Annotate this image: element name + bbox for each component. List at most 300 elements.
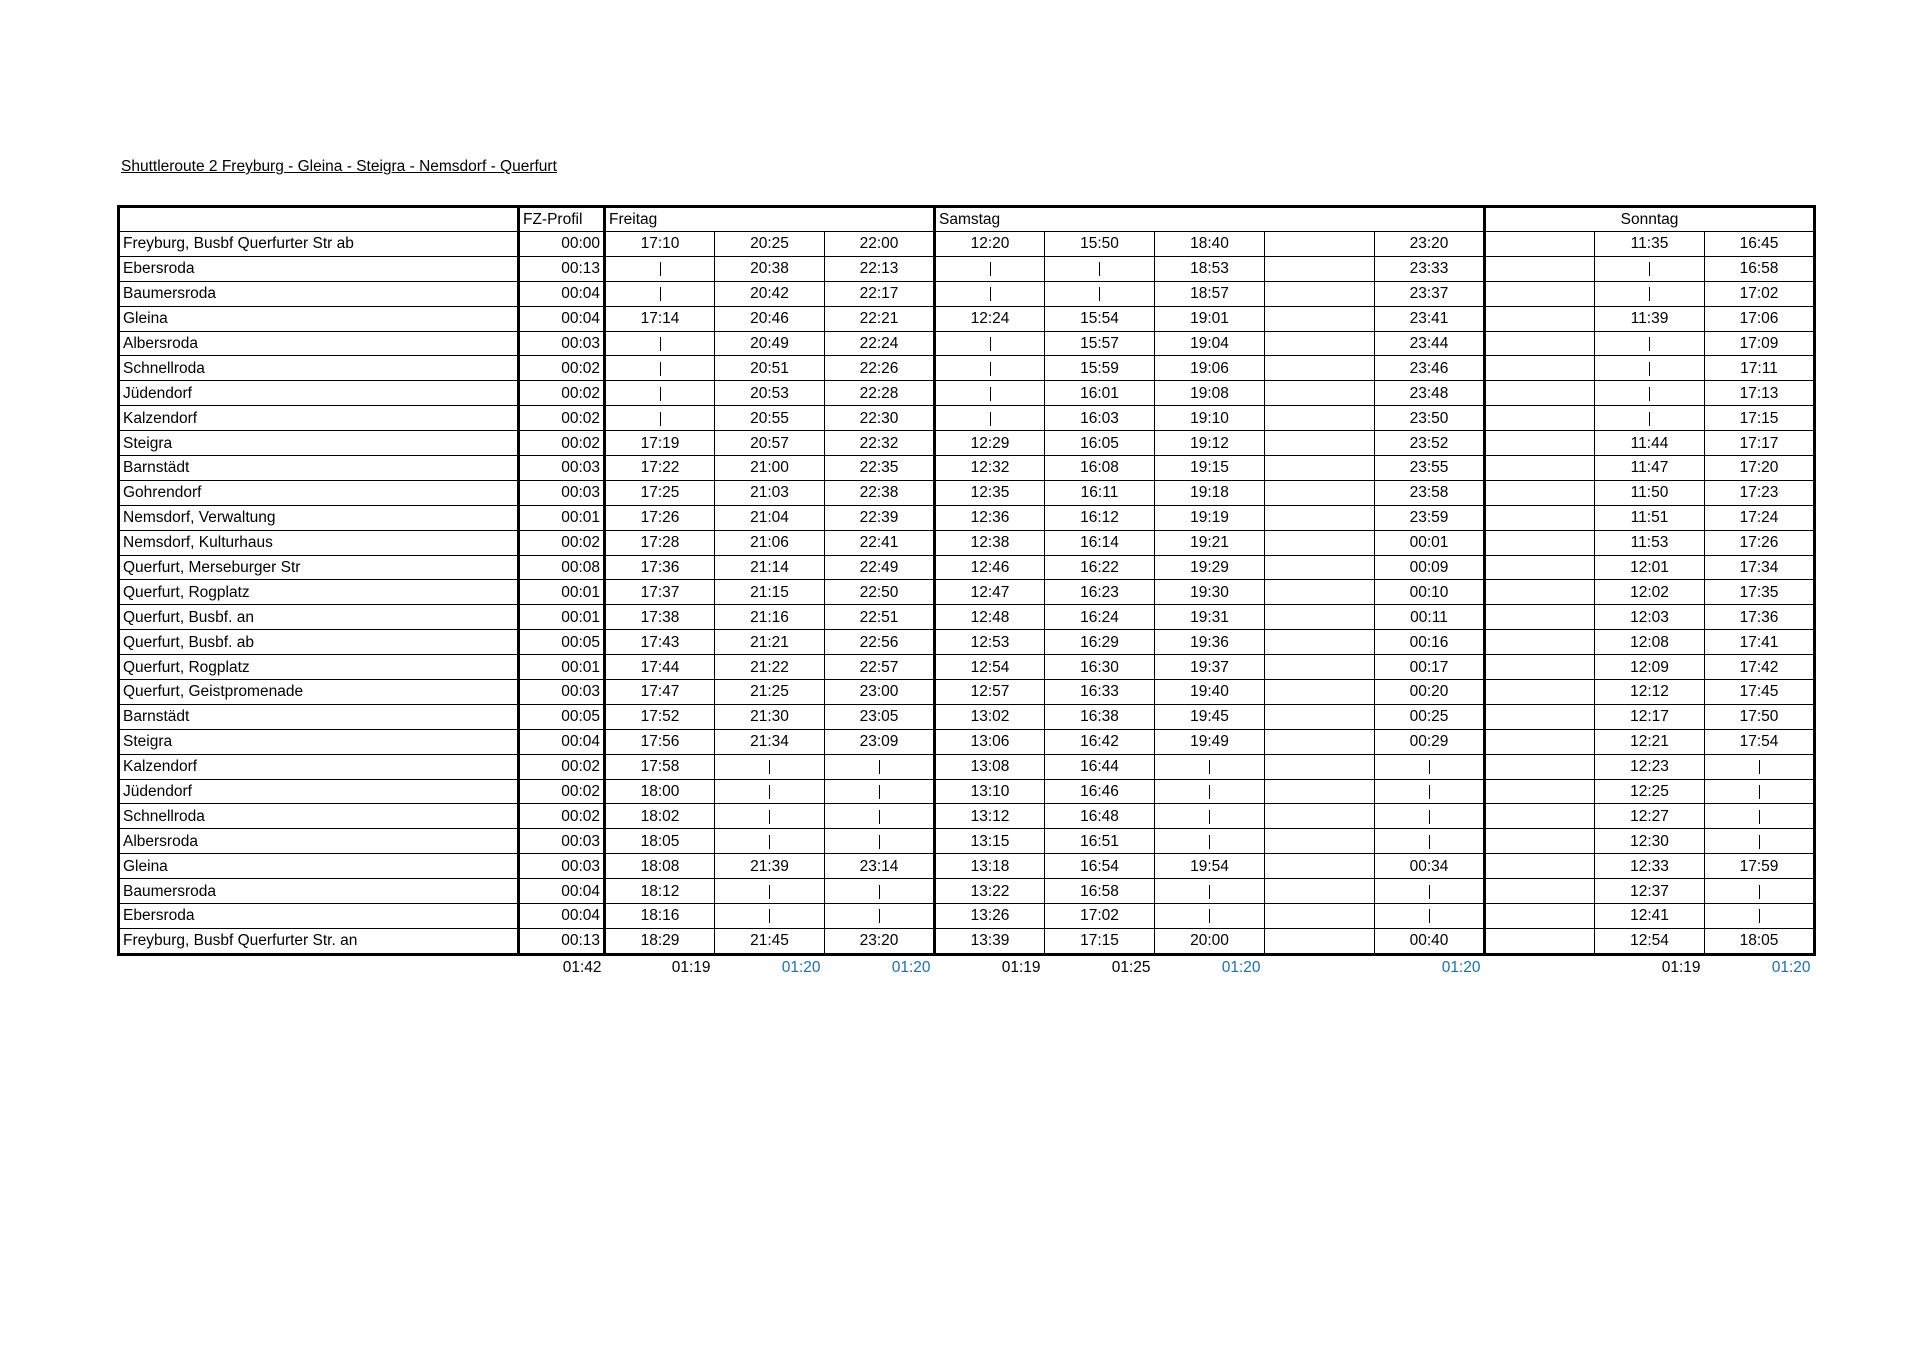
fz-profil-cell: 00:13 — [519, 256, 605, 281]
time-cell: 22:24 — [825, 331, 935, 356]
pass-through-bar — [1209, 885, 1210, 899]
time-cell: 17:58 — [605, 754, 715, 779]
pass-through-mark — [605, 331, 715, 356]
table-row — [119, 580, 1815, 605]
time-cell: 18:53 — [1155, 256, 1265, 281]
time-cell: 13:06 — [935, 729, 1045, 754]
time-cell: 17:52 — [605, 704, 715, 729]
time-cell: 12:38 — [935, 530, 1045, 555]
pass-through-bar — [1429, 760, 1430, 774]
pass-through-mark — [605, 281, 715, 306]
time-cell — [1485, 232, 1595, 257]
time-cell: 16:45 — [1705, 232, 1815, 257]
time-cell: 23:20 — [825, 928, 935, 954]
time-cell: 00:01 — [1375, 530, 1485, 555]
fz-profil-cell: 00:01 — [519, 655, 605, 680]
time-cell: 12:54 — [935, 655, 1045, 680]
time-cell: 21:03 — [715, 480, 825, 505]
time-cell: 11:51 — [1595, 505, 1705, 530]
time-cell: 16:58 — [1045, 879, 1155, 904]
time-cell: 18:02 — [605, 804, 715, 829]
table-row — [119, 779, 1815, 804]
pass-through-mark — [935, 356, 1045, 381]
stop-name-cell: Freyburg, Busbf Querfurter Str ab — [119, 232, 519, 257]
time-cell: 22:00 — [825, 232, 935, 257]
fz-profil-cell: 00:03 — [519, 829, 605, 854]
pass-through-mark — [1595, 356, 1705, 381]
time-cell: 12:53 — [935, 630, 1045, 655]
pass-through-bar — [1759, 760, 1760, 774]
fz-profil-cell: 00:01 — [519, 505, 605, 530]
time-cell: 15:54 — [1045, 306, 1155, 331]
pass-through-bar — [660, 287, 661, 301]
totals-label-cell — [119, 954, 519, 980]
pass-through-bar — [990, 387, 991, 401]
time-cell: 17:26 — [1705, 530, 1815, 555]
time-cell: 22:56 — [825, 630, 935, 655]
time-cell: 17:15 — [1045, 928, 1155, 954]
stop-name-cell: Querfurt, Merseburger Str — [119, 555, 519, 580]
pass-through-bar — [879, 909, 880, 923]
time-cell — [1265, 580, 1375, 605]
time-cell — [1265, 904, 1375, 929]
pass-through-bar — [1429, 909, 1430, 923]
time-cell: 17:25 — [605, 480, 715, 505]
pass-through-mark — [605, 256, 715, 281]
time-cell: 16:29 — [1045, 630, 1155, 655]
pass-through-mark — [1155, 879, 1265, 904]
time-cell: 17:26 — [605, 505, 715, 530]
time-cell — [1485, 804, 1595, 829]
time-cell — [1485, 729, 1595, 754]
time-cell: 21:15 — [715, 580, 825, 605]
total-duration-cell: 01:20 — [1771, 959, 1811, 977]
time-cell — [1485, 406, 1595, 431]
time-cell: 17:06 — [1705, 306, 1815, 331]
time-cell: 19:10 — [1155, 406, 1265, 431]
time-cell: 19:54 — [1155, 854, 1265, 879]
time-cell: 16:24 — [1045, 605, 1155, 630]
time-cell: 20:00 — [1155, 928, 1265, 954]
time-cell: 00:20 — [1375, 680, 1485, 705]
pass-through-mark — [1155, 829, 1265, 854]
pass-through-mark — [1045, 281, 1155, 306]
time-cell: 16:46 — [1045, 779, 1155, 804]
fz-profil-cell: 00:04 — [519, 306, 605, 331]
time-cell — [1485, 779, 1595, 804]
pass-through-mark — [715, 879, 825, 904]
time-cell: 15:57 — [1045, 331, 1155, 356]
time-cell: 12:20 — [935, 232, 1045, 257]
time-cell: 17:54 — [1705, 729, 1815, 754]
time-cell: 22:17 — [825, 281, 935, 306]
stop-name-cell: Nemsdorf, Kulturhaus — [119, 530, 519, 555]
fz-profil-cell: 00:08 — [519, 555, 605, 580]
stop-name-cell: Jüdendorf — [119, 381, 519, 406]
header-fz-profil: FZ-Profil — [519, 207, 605, 232]
time-cell: 20:55 — [715, 406, 825, 431]
time-cell: 18:08 — [605, 854, 715, 879]
total-duration-cell: 01:19 — [1001, 959, 1041, 977]
table-row — [119, 431, 1815, 456]
fz-profil-cell: 00:03 — [519, 456, 605, 481]
time-cell — [1265, 754, 1375, 779]
pass-through-bar — [1429, 835, 1430, 849]
time-cell: 13:02 — [935, 704, 1045, 729]
stop-name-cell: Querfurt, Busbf. an — [119, 605, 519, 630]
table-row — [119, 605, 1815, 630]
time-cell — [1485, 754, 1595, 779]
time-cell: 12:48 — [935, 605, 1045, 630]
pass-through-bar — [1649, 362, 1650, 376]
time-cell — [1265, 779, 1375, 804]
pass-through-bar — [769, 760, 770, 774]
time-cell: 22:32 — [825, 431, 935, 456]
pass-through-mark — [825, 804, 935, 829]
table-row — [119, 232, 1815, 257]
time-cell — [1265, 530, 1375, 555]
time-cell: 13:15 — [935, 829, 1045, 854]
pass-through-bar — [1429, 885, 1430, 899]
pass-through-mark — [605, 356, 715, 381]
time-cell: 20:53 — [715, 381, 825, 406]
total-duration-cell: 01:19 — [1661, 959, 1701, 977]
pass-through-mark — [935, 381, 1045, 406]
time-cell — [1485, 431, 1595, 456]
time-cell — [1265, 456, 1375, 481]
fz-profil-cell: 00:03 — [519, 680, 605, 705]
time-cell: 13:39 — [935, 928, 1045, 954]
time-cell — [1485, 356, 1595, 381]
time-cell: 20:49 — [715, 331, 825, 356]
time-cell: 12:41 — [1595, 904, 1705, 929]
time-cell — [1485, 879, 1595, 904]
time-cell: 00:29 — [1375, 729, 1485, 754]
pass-through-mark — [715, 779, 825, 804]
stop-name-cell: Baumersroda — [119, 879, 519, 904]
stop-name-cell: Barnstädt — [119, 704, 519, 729]
time-cell: 12:54 — [1595, 928, 1705, 954]
header-sunday: Sonntag — [1485, 207, 1815, 232]
pass-through-bar — [1649, 287, 1650, 301]
time-cell — [1265, 406, 1375, 431]
time-cell: 00:17 — [1375, 655, 1485, 680]
time-cell: 17:10 — [605, 232, 715, 257]
time-cell — [1485, 580, 1595, 605]
table-row — [119, 480, 1815, 505]
time-cell: 17:36 — [1705, 605, 1815, 630]
time-cell: 16:30 — [1045, 655, 1155, 680]
total-duration-cell — [1485, 954, 1595, 980]
pass-through-mark — [1595, 281, 1705, 306]
pass-through-mark — [605, 406, 715, 431]
time-cell — [1265, 928, 1375, 954]
time-cell: 12:35 — [935, 480, 1045, 505]
table-row — [119, 505, 1815, 530]
time-cell: 17:42 — [1705, 655, 1815, 680]
time-cell: 17:35 — [1705, 580, 1815, 605]
time-cell: 22:57 — [825, 655, 935, 680]
table-row — [119, 406, 1815, 431]
time-cell: 18:05 — [605, 829, 715, 854]
pass-through-bar — [1429, 785, 1430, 799]
time-cell: 21:39 — [715, 854, 825, 879]
fz-profil-cell: 00:05 — [519, 704, 605, 729]
time-cell: 16:58 — [1705, 256, 1815, 281]
time-cell — [1485, 381, 1595, 406]
time-cell: 13:12 — [935, 804, 1045, 829]
pass-through-bar — [769, 909, 770, 923]
time-cell: 22:49 — [825, 555, 935, 580]
time-cell: 12:21 — [1595, 729, 1705, 754]
time-cell: 00:16 — [1375, 630, 1485, 655]
time-cell — [1265, 829, 1375, 854]
time-cell: 17:22 — [605, 456, 715, 481]
time-cell: 16:22 — [1045, 555, 1155, 580]
table-row — [119, 729, 1815, 754]
time-cell: 20:25 — [715, 232, 825, 257]
time-cell: 12:36 — [935, 505, 1045, 530]
table-row — [119, 630, 1815, 655]
time-cell: 12:23 — [1595, 754, 1705, 779]
stop-name-cell: Gleina — [119, 854, 519, 879]
fz-profil-cell: 00:03 — [519, 854, 605, 879]
time-cell — [1485, 680, 1595, 705]
time-cell: 16:38 — [1045, 704, 1155, 729]
table-row — [119, 854, 1815, 879]
time-cell: 17:28 — [605, 530, 715, 555]
time-cell: 21:14 — [715, 555, 825, 580]
time-cell: 13:22 — [935, 879, 1045, 904]
fz-profil-cell: 00:02 — [519, 804, 605, 829]
time-cell — [1265, 704, 1375, 729]
stop-name-cell: Schnellroda — [119, 356, 519, 381]
fz-profil-cell: 00:02 — [519, 406, 605, 431]
fz-profil-cell: 00:04 — [519, 729, 605, 754]
pass-through-bar — [660, 362, 661, 376]
time-cell: 16:14 — [1045, 530, 1155, 555]
pass-through-mark — [1705, 879, 1815, 904]
time-cell: 12:03 — [1595, 605, 1705, 630]
time-cell: 17:56 — [605, 729, 715, 754]
fz-profil-cell: 00:03 — [519, 331, 605, 356]
total-duration-cell: 01:20 — [1221, 959, 1261, 977]
time-cell: 12:08 — [1595, 630, 1705, 655]
time-cell: 16:08 — [1045, 456, 1155, 481]
pass-through-mark — [1155, 904, 1265, 929]
time-cell: 00:25 — [1375, 704, 1485, 729]
time-cell: 19:37 — [1155, 655, 1265, 680]
time-cell: 23:58 — [1375, 480, 1485, 505]
pass-through-bar — [1759, 835, 1760, 849]
time-cell: 12:47 — [935, 580, 1045, 605]
time-cell: 12:24 — [935, 306, 1045, 331]
time-cell: 12:01 — [1595, 555, 1705, 580]
time-cell: 12:17 — [1595, 704, 1705, 729]
time-cell: 17:45 — [1705, 680, 1815, 705]
pass-through-bar — [769, 785, 770, 799]
fz-profil-cell: 00:05 — [519, 630, 605, 655]
time-cell: 23:59 — [1375, 505, 1485, 530]
pass-through-mark — [935, 256, 1045, 281]
table-header-row — [119, 207, 1815, 232]
fz-profil-cell: 00:02 — [519, 530, 605, 555]
time-cell: 20:57 — [715, 431, 825, 456]
time-cell — [1485, 530, 1595, 555]
pass-through-mark — [1595, 256, 1705, 281]
pass-through-mark — [1375, 779, 1485, 804]
time-cell — [1485, 555, 1595, 580]
header-stop-cell — [119, 207, 519, 232]
time-cell: 18:12 — [605, 879, 715, 904]
time-cell: 23:20 — [1375, 232, 1485, 257]
pass-through-mark — [1375, 804, 1485, 829]
pass-through-mark — [1705, 779, 1815, 804]
time-cell: 18:57 — [1155, 281, 1265, 306]
pass-through-mark — [715, 904, 825, 929]
time-cell: 23:33 — [1375, 256, 1485, 281]
pass-through-mark — [1595, 381, 1705, 406]
pass-through-mark — [1705, 804, 1815, 829]
time-cell: 18:05 — [1705, 928, 1815, 954]
time-cell: 17:17 — [1705, 431, 1815, 456]
time-cell: 16:44 — [1045, 754, 1155, 779]
time-cell: 16:12 — [1045, 505, 1155, 530]
time-cell: 16:51 — [1045, 829, 1155, 854]
time-cell: 00:11 — [1375, 605, 1485, 630]
pass-through-bar — [1759, 810, 1760, 824]
stop-name-cell: Ebersroda — [119, 904, 519, 929]
time-cell: 16:33 — [1045, 680, 1155, 705]
time-cell: 17:47 — [605, 680, 715, 705]
time-cell — [1485, 281, 1595, 306]
pass-through-bar — [1429, 810, 1430, 824]
stop-name-cell: Baumersroda — [119, 281, 519, 306]
fz-profil-cell: 00:02 — [519, 356, 605, 381]
time-cell — [1485, 306, 1595, 331]
time-cell — [1265, 655, 1375, 680]
pass-through-mark — [1595, 331, 1705, 356]
time-cell: 19:15 — [1155, 456, 1265, 481]
time-cell: 19:18 — [1155, 480, 1265, 505]
totals-row — [119, 954, 1815, 980]
pass-through-mark — [1155, 779, 1265, 804]
time-cell — [1265, 331, 1375, 356]
time-cell: 17:24 — [1705, 505, 1815, 530]
pass-through-bar — [990, 337, 991, 351]
total-duration-cell: 01:20 — [1441, 959, 1481, 977]
pass-through-bar — [1099, 287, 1100, 301]
fz-profil-cell: 00:13 — [519, 928, 605, 954]
pass-through-mark — [1705, 904, 1815, 929]
timetable — [117, 205, 1816, 980]
time-cell: 17:13 — [1705, 381, 1815, 406]
time-cell: 21:06 — [715, 530, 825, 555]
pass-through-bar — [879, 785, 880, 799]
pass-through-mark — [935, 331, 1045, 356]
time-cell: 19:31 — [1155, 605, 1265, 630]
time-cell: 21:30 — [715, 704, 825, 729]
time-cell: 21:25 — [715, 680, 825, 705]
pass-through-bar — [1649, 387, 1650, 401]
pass-through-mark — [1375, 879, 1485, 904]
time-cell: 00:40 — [1375, 928, 1485, 954]
time-cell: 19:36 — [1155, 630, 1265, 655]
pass-through-mark — [715, 754, 825, 779]
time-cell: 16:54 — [1045, 854, 1155, 879]
time-cell: 12:27 — [1595, 804, 1705, 829]
time-cell: 16:23 — [1045, 580, 1155, 605]
pass-through-bar — [1649, 337, 1650, 351]
time-cell: 12:57 — [935, 680, 1045, 705]
pass-through-mark — [825, 829, 935, 854]
pass-through-bar — [660, 337, 661, 351]
pass-through-bar — [990, 262, 991, 276]
time-cell: 19:01 — [1155, 306, 1265, 331]
time-cell — [1485, 704, 1595, 729]
time-cell: 21:34 — [715, 729, 825, 754]
time-cell — [1265, 630, 1375, 655]
stop-name-cell: Albersroda — [119, 331, 519, 356]
time-cell: 11:44 — [1595, 431, 1705, 456]
time-cell — [1485, 331, 1595, 356]
table-row — [119, 456, 1815, 481]
time-cell: 16:42 — [1045, 729, 1155, 754]
pass-through-bar — [990, 412, 991, 426]
time-cell — [1485, 456, 1595, 481]
time-cell: 22:50 — [825, 580, 935, 605]
pass-through-mark — [935, 406, 1045, 431]
pass-through-bar — [1209, 785, 1210, 799]
time-cell: 16:03 — [1045, 406, 1155, 431]
time-cell: 00:09 — [1375, 555, 1485, 580]
time-cell: 00:10 — [1375, 580, 1485, 605]
time-cell: 13:08 — [935, 754, 1045, 779]
pass-through-mark — [935, 281, 1045, 306]
time-cell: 17:11 — [1705, 356, 1815, 381]
time-cell: 21:22 — [715, 655, 825, 680]
time-cell: 12:25 — [1595, 779, 1705, 804]
stop-name-cell: Querfurt, Busbf. ab — [119, 630, 519, 655]
pass-through-bar — [879, 760, 880, 774]
table-row — [119, 530, 1815, 555]
time-cell: 17:36 — [605, 555, 715, 580]
time-cell: 17:20 — [1705, 456, 1815, 481]
time-cell: 23:00 — [825, 680, 935, 705]
time-cell — [1265, 729, 1375, 754]
time-cell — [1485, 605, 1595, 630]
time-cell: 17:09 — [1705, 331, 1815, 356]
pass-through-bar — [660, 412, 661, 426]
time-cell: 23:44 — [1375, 331, 1485, 356]
pass-through-bar — [879, 835, 880, 849]
stop-name-cell: Freyburg, Busbf Querfurter Str. an — [119, 928, 519, 954]
fz-profil-cell: 00:02 — [519, 431, 605, 456]
time-cell: 19:06 — [1155, 356, 1265, 381]
time-cell: 00:34 — [1375, 854, 1485, 879]
time-cell — [1265, 381, 1375, 406]
time-cell: 17:37 — [605, 580, 715, 605]
pass-through-bar — [1209, 909, 1210, 923]
pass-through-bar — [1759, 785, 1760, 799]
time-cell: 22:13 — [825, 256, 935, 281]
time-cell: 19:08 — [1155, 381, 1265, 406]
time-cell: 11:47 — [1595, 456, 1705, 481]
table-row — [119, 829, 1815, 854]
total-duration-cell: 01:25 — [1111, 959, 1151, 977]
stop-name-cell: Kalzendorf — [119, 406, 519, 431]
time-cell: 19:12 — [1155, 431, 1265, 456]
